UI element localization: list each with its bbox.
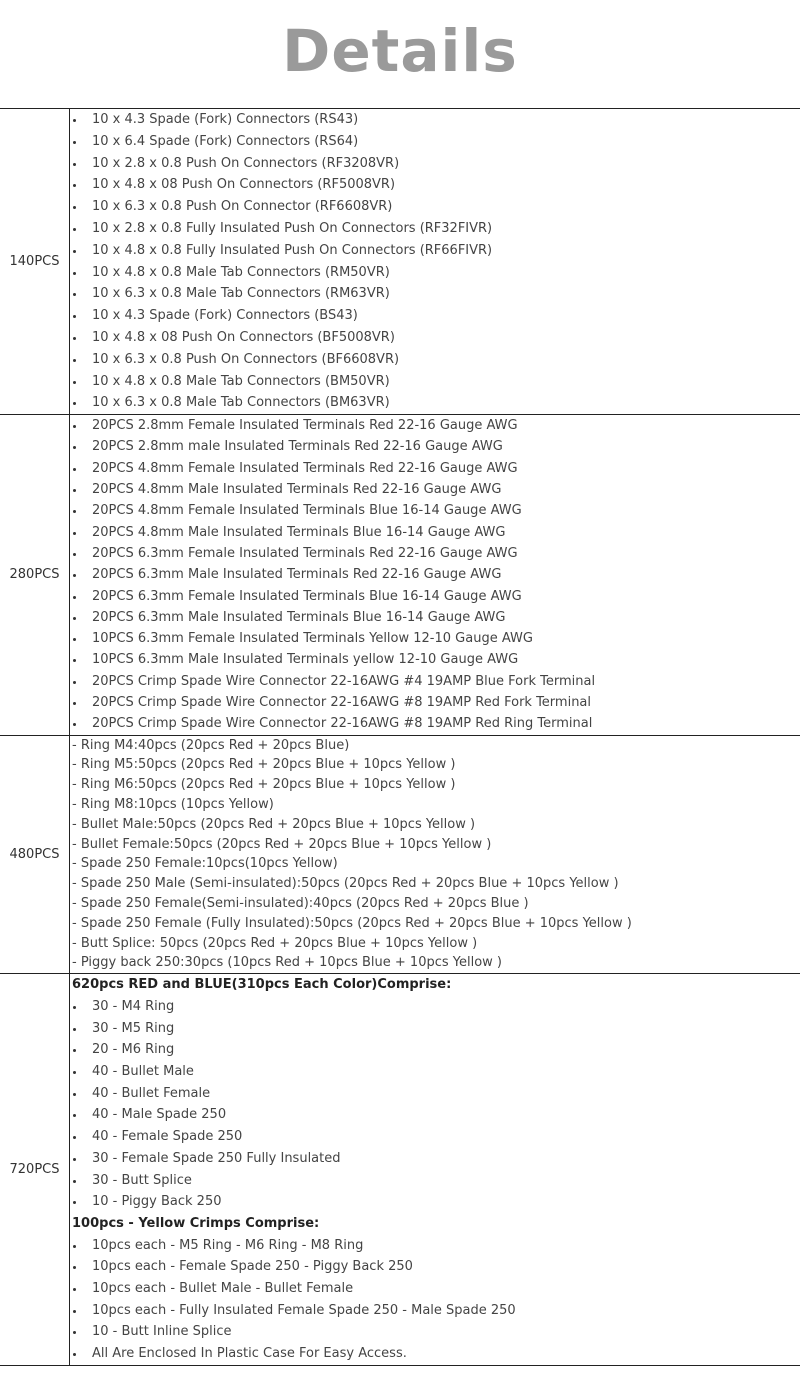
row-content xyxy=(70,109,800,414)
row-label: 480PCS xyxy=(0,736,70,974)
list-item: All Are Enclosed In Plastic Case For Easy Access. xyxy=(70,1343,800,1365)
list-item: 10 - Piggy Back 250 xyxy=(70,1191,800,1213)
list-item: 40 - Male Spade 250 xyxy=(70,1104,800,1126)
list-item: 20 - M6 Ring xyxy=(70,1039,800,1061)
list-item: - Spade 250 Female:10pcs(10pcs Yellow) xyxy=(72,856,338,872)
list-item: 10 x 4.8 x 0.8 Fully Insulated Push On Connectors (RF66FIVR) xyxy=(70,240,800,262)
list-item: - Butt Splice: 50pcs (20pcs Red + 20pcs Blue + 10pcs Yellow ) xyxy=(72,935,478,951)
list-item: 10 x 6.3 x 0.8 Push On Connectors (BF6608VR) xyxy=(70,349,800,371)
list-item: 10 - Butt Inline Splice xyxy=(70,1321,800,1343)
row-content xyxy=(70,736,800,974)
table-row-140pcs xyxy=(0,108,800,414)
list-item: 20PCS 4.8mm Female Insulated Terminals Blue 16-14 Gauge AWG xyxy=(70,500,800,521)
list-item: 10 x 4.3 Spade (Fork) Connectors (RS43) xyxy=(70,109,800,131)
list-item: 10 x 2.8 x 0.8 Fully Insulated Push On Connectors (RF32FIVR) xyxy=(70,218,800,240)
row-label: 140PCS xyxy=(0,109,70,414)
list-item: 20PCS Crimp Spade Wire Connector 22-16AWG #8 19AMP Red Ring Terminal xyxy=(70,713,800,734)
list-item: 10 x 6.3 x 0.8 Male Tab Connectors (RM63VR) xyxy=(70,283,800,305)
list-item: 40 - Bullet Male xyxy=(70,1061,800,1083)
list-item: - Piggy back 250:30pcs (10pcs Red + 10pcs Blue + 10pcs Yellow ) xyxy=(72,955,503,971)
list-item: 40 - Female Spade 250 xyxy=(70,1126,800,1148)
list-item: 20PCS 2.8mm Female Insulated Terminals Red 22-16 Gauge AWG xyxy=(70,415,800,436)
list-item: 10PCS 6.3mm Male Insulated Terminals yellow 12-10 Gauge AWG xyxy=(70,649,800,670)
list-item: - Spade 250 Female(Semi-insulated):40pcs (20pcs Red + 20pcs Blue ) xyxy=(72,895,529,911)
list-item: - Ring M6:50pcs (20pcs Red + 20pcs Blue + 10pcs Yellow ) xyxy=(72,777,456,793)
list-item: 30 - Female Spade 250 Fully Insulated xyxy=(70,1148,800,1170)
list-item: 10pcs each - M5 Ring - M6 Ring - M8 Ring xyxy=(70,1235,800,1257)
table-row-720pcs xyxy=(0,973,800,1366)
list-item: 20PCS 6.3mm Female Insulated Terminals Blue 16-14 Gauge AWG xyxy=(70,586,800,607)
list-item: 10pcs each - Fully Insulated Female Spade 250 - Male Spade 250 xyxy=(70,1300,800,1322)
list-item: - Ring M5:50pcs (20pcs Red + 20pcs Blue + 10pcs Yellow ) xyxy=(72,757,456,773)
details-table xyxy=(0,108,800,1366)
row-label: 280PCS xyxy=(0,415,70,734)
list-item: 20PCS 4.8mm Male Insulated Terminals Red 22-16 Gauge AWG xyxy=(70,479,800,500)
list-item: 10PCS 6.3mm Female Insulated Terminals Yellow 12-10 Gauge AWG xyxy=(70,628,800,649)
list-item: 10 x 4.8 x 0.8 Male Tab Connectors (RM50VR) xyxy=(70,262,800,284)
list-item: 10 x 4.8 x 08 Push On Connectors (BF5008VR) xyxy=(70,327,800,349)
list-item: 10pcs each - Bullet Male - Bullet Female xyxy=(70,1278,800,1300)
list-item: 20PCS 6.3mm Male Insulated Terminals Blue 16-14 Gauge AWG xyxy=(70,607,800,628)
list-item: 30 - M5 Ring xyxy=(70,1018,800,1040)
list-item: - Bullet Female:50pcs (20pcs Red + 20pcs Blue + 10pcs Yellow ) xyxy=(72,836,492,852)
list-item: 20PCS 6.3mm Female Insulated Terminals Red 22-16 Gauge AWG xyxy=(70,543,800,564)
list-item: 10 x 4.3 Spade (Fork) Connectors (BS43) xyxy=(70,305,800,327)
list-item: 10 x 6.3 x 0.8 Push On Connector (RF6608VR) xyxy=(70,196,800,218)
list-item: - Spade 250 Male (Semi-insulated):50pcs (20pcs Red + 20pcs Blue + 10pcs Yellow ) xyxy=(72,876,619,892)
row-content xyxy=(70,974,800,1365)
list-item: 10 x 6.3 x 0.8 Male Tab Connectors (BM63VR) xyxy=(70,392,800,414)
section-heading: 620pcs RED and BLUE(310pcs Each Color)Comprise: xyxy=(72,977,452,993)
list-item: 10 x 6.4 Spade (Fork) Connectors (RS64) xyxy=(70,131,800,153)
list-item: 20PCS 4.8mm Male Insulated Terminals Blue 16-14 Gauge AWG xyxy=(70,522,800,543)
row-label: 720PCS xyxy=(0,974,70,1365)
list-item: - Ring M8:10pcs (10pcs Yellow) xyxy=(72,797,274,812)
list-item: 20PCS 4.8mm Female Insulated Terminals Red 22-16 Gauge AWG xyxy=(70,458,800,479)
list-item: 20PCS 6.3mm Male Insulated Terminals Red 22-16 Gauge AWG xyxy=(70,564,800,585)
list-item: 20PCS Crimp Spade Wire Connector 22-16AWG #4 19AMP Blue Fork Terminal xyxy=(70,671,800,692)
list-item: 20PCS 2.8mm male Insulated Terminals Red 22-16 Gauge AWG xyxy=(70,436,800,457)
list-item: 10 x 2.8 x 0.8 Push On Connectors (RF3208VR) xyxy=(70,153,800,175)
list-item: 40 - Bullet Female xyxy=(70,1083,800,1105)
list-item: 10 x 4.8 x 0.8 Male Tab Connectors (BM50VR) xyxy=(70,371,800,393)
section-heading: 100pcs - Yellow Crimps Comprise: xyxy=(72,1215,320,1231)
page-title: Details xyxy=(282,17,518,85)
list-item: - Ring M4:40pcs (20pcs Red + 20pcs Blue) xyxy=(72,737,350,753)
table-row-280pcs xyxy=(0,414,800,734)
table-row-480pcs xyxy=(0,735,800,974)
row-content xyxy=(70,415,800,734)
list-item: 10 x 4.8 x 08 Push On Connectors (RF5008VR) xyxy=(70,174,800,196)
list-item: 30 - M4 Ring xyxy=(70,996,800,1018)
list-item: 30 - Butt Splice xyxy=(70,1170,800,1192)
list-item: 10pcs each - Female Spade 250 - Piggy Back 250 xyxy=(70,1256,800,1278)
list-item: - Spade 250 Female (Fully Insulated):50pcs (20pcs Red + 20pcs Blue + 10pcs Yellow ) xyxy=(72,915,632,931)
list-item: 20PCS Crimp Spade Wire Connector 22-16AWG #8 19AMP Red Fork Terminal xyxy=(70,692,800,713)
list-item: - Bullet Male:50pcs (20pcs Red + 20pcs Blue + 10pcs Yellow ) xyxy=(72,816,476,832)
